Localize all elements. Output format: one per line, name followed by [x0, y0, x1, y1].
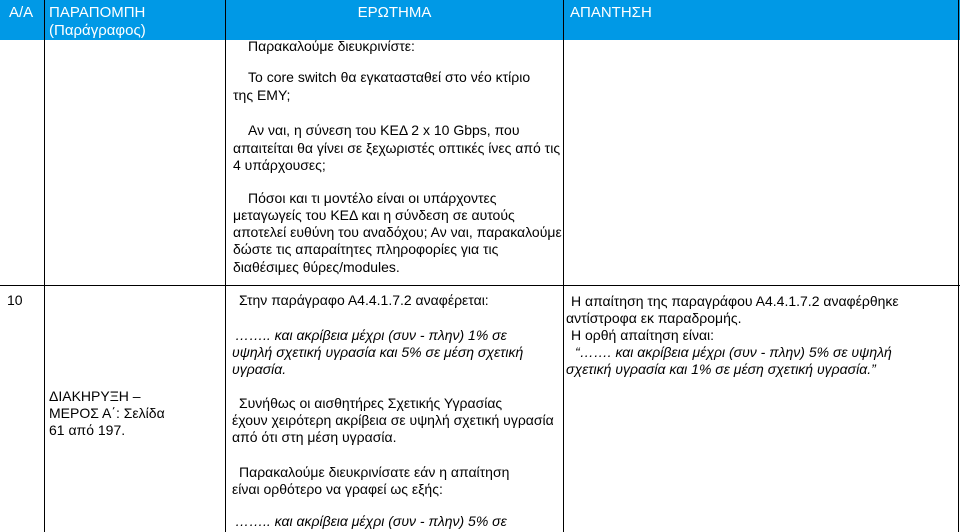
question-text: 4 υπάρχουσες; — [233, 157, 326, 173]
question-text: απαιτείται θα γίνει σε ξεχωριστές οπτικές ίνες από τις — [233, 140, 561, 156]
question-quote: …….. και ακρίβεια μέχρι (συν - πλην) 1% σε — [235, 327, 507, 343]
question-body: από ότι στη μέση υγρασία. — [232, 429, 397, 445]
row-divider — [0, 285, 960, 286]
question-ask: είναι ορθότερο να γραφεί ως εξής: — [232, 481, 443, 497]
header-cell-question — [226, 0, 563, 40]
reference-text: 61 από 197. — [49, 422, 126, 438]
question-quote: υψηλή σχετική υγρασία και 5% σε μέση σχετική — [232, 344, 524, 360]
question-body: έχουν χειρότερη ακρίβεια σε υψηλή σχετική υγρασία — [232, 412, 554, 428]
question-text: Πόσοι και τι μοντέλο είναι οι υπάρχοντες — [248, 190, 497, 206]
reference-text: ΜΕΡΟΣ Α΄: Σελίδα — [49, 405, 165, 421]
question-text: διαθέσιμες θύρες/modules. — [233, 259, 400, 275]
question-quote: υγρασία. — [232, 361, 287, 377]
answer-intro: Η απαίτηση της παραγράφου Α4.4.1.7.2 αναφέρθηκε — [571, 293, 899, 309]
question-ask: Παρακαλούμε διευκρινίσατε εάν η απαίτηση — [239, 464, 510, 480]
question-intro: Στην παράγραφο Α4.4.1.7.2 αναφέρεται: — [239, 292, 489, 308]
question-text: Το core switch θα εγκατασταθεί στο νέο κτίριο — [248, 69, 531, 85]
question-text: μεταγωγείς του ΚΕΔ και η σύνδεση σε αυτούς — [233, 207, 515, 223]
header-cell-answer — [564, 0, 960, 40]
header-ref-label-1: ΠΑΡΑΠΟΜΠΗ — [49, 4, 146, 21]
question-text: αποτελεί ευθύνη του αναδόχου; Αν ναι, παρακαλούμε — [233, 224, 562, 240]
question-text: Αν ναι, η σύνεση του ΚΕΔ 2 x 10 Gbps, που — [248, 122, 520, 138]
answer-intro: αντίστροφα εκ παραδρομής. — [566, 310, 742, 326]
header-aa-label: Α/Α — [9, 4, 34, 21]
header-answer-label: ΑΠΑΝΤΗΣΗ — [570, 4, 652, 21]
header-cell-ref — [45, 0, 225, 40]
answer-quote: “……. και ακρίβεια μέχρι (συν - πλην) 5% σε υψηλή — [575, 344, 892, 360]
header-ref-label-2: (Παράγραφος) — [49, 22, 146, 39]
answer-intro: Η ορθή απαίτηση είναι: — [571, 327, 715, 343]
header-cell-aa — [0, 0, 44, 40]
grid-line-v1 — [44, 0, 45, 532]
header-question-label: ΕΡΩΤΗΜΑ — [357, 4, 432, 21]
question-text: της ΕΜΥ; — [233, 87, 291, 103]
grid-line-v3 — [563, 0, 564, 532]
grid-line-v2 — [225, 0, 226, 532]
grid-line-v4 — [958, 0, 959, 532]
question-text: δώστε τις απαραίτητες πληροφορίες για τις — [233, 241, 499, 257]
answer-quote: σχετική υγρασία και 1% σε μέση σχετική υγρασία.” — [566, 361, 876, 377]
question-body: Συνήθως οι αισθητήρες Σχετικής Υγρασίας — [239, 395, 503, 411]
reference-text: ΔΙΑΚΗΡΥΞΗ – — [49, 388, 141, 404]
question-quote-2: …….. και ακρίβεια μέχρι (συν - πλην) 5% σε — [235, 513, 507, 529]
row-number: 10 — [7, 292, 23, 308]
question-text: Παρακαλούμε διευκρινίστε: — [248, 38, 415, 54]
